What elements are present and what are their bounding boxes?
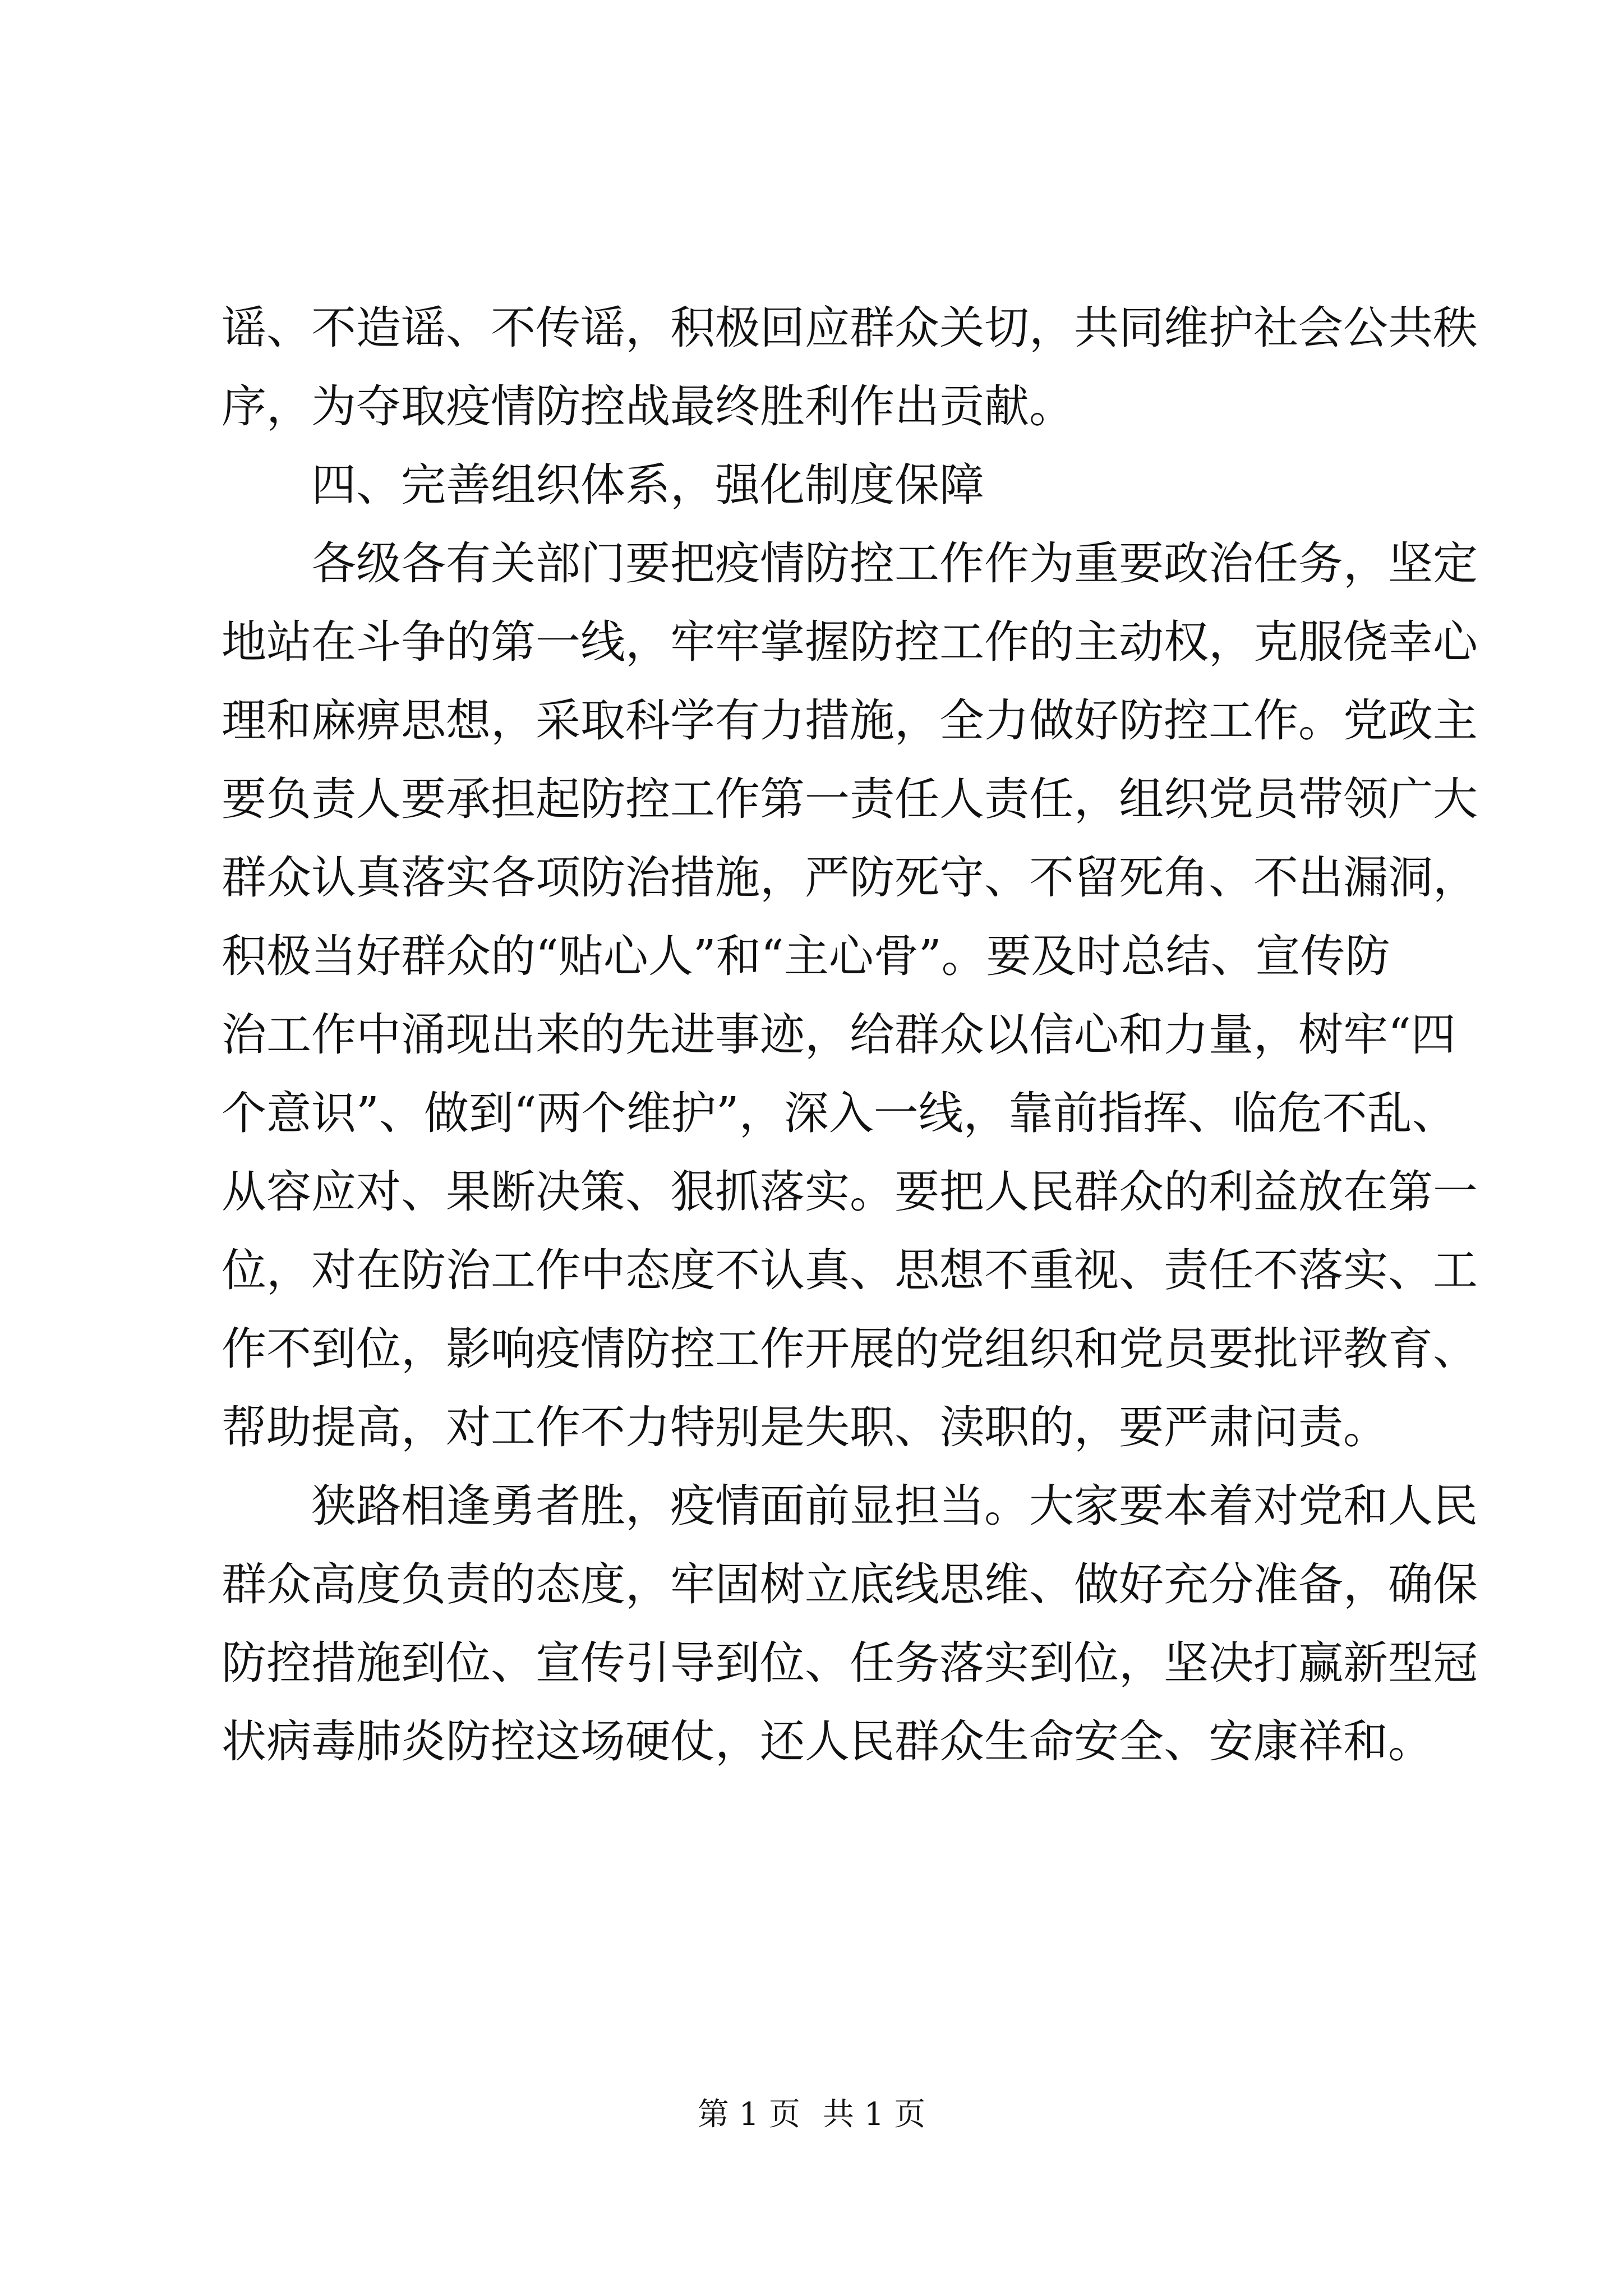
text-line: 理和麻痹思想，采取科学有力措施，全力做好防控工作。党政主 bbox=[222, 694, 1478, 747]
text-line: 群众高度负责的态度，牢固树立底线思维、做好充分准备，确保 bbox=[222, 1558, 1478, 1611]
text-line: 个意识”、做到“两个维护”，深入一线，靠前指挥、临危不乱、 bbox=[222, 1087, 1457, 1139]
page-number-total: 共 1 页 bbox=[823, 2096, 926, 2133]
text-line: 作不到位，影响疫情防控工作开展的党组织和党员要批评教育、 bbox=[222, 1323, 1478, 1375]
page-number-current: 第 1 页 bbox=[697, 2096, 800, 2133]
text-line: 要负责人要承担起防控工作第一责任人责任，组织党员带领广大 bbox=[222, 773, 1478, 825]
text-line: 狭路相逢勇者胜，疫情面前显担当。大家要本着对党和人民 bbox=[311, 1480, 1478, 1532]
text-line: 谣、不造谣、不传谣，积极回应群众关切，共同维护社会公共秩 bbox=[222, 302, 1478, 354]
text-line: 各级各有关部门要把疫情防控工作作为重要政治任务，坚定 bbox=[311, 537, 1478, 590]
text-line: 群众认真落实各项防治措施，严防死守、不留死角、不出漏洞， bbox=[222, 852, 1478, 904]
text-line: 状病毒肺炎防控这场硬仗，还人民群众生命安全、安康祥和。 bbox=[222, 1715, 1433, 1768]
text-line: 从容应对、果断决策、狠抓落实。要把人民群众的利益放在第一 bbox=[222, 1166, 1478, 1218]
text-line: 位，对在防治工作中态度不认真、思想不重视、责任不落实、工 bbox=[222, 1244, 1478, 1296]
text-line: 帮助提高，对工作不力特别是失职、渎职的，要严肃问责。 bbox=[222, 1401, 1388, 1453]
text-line: 积极当好群众的“贴心人”和“主心骨”。要及时总结、宣传防 bbox=[222, 930, 1390, 982]
text-line: 治工作中涌现出来的先进事迹，给群众以信心和力量，树牢“四 bbox=[222, 1009, 1456, 1061]
section-heading: 四、完善组织体系，强化制度保障 bbox=[311, 459, 984, 511]
document-body bbox=[222, 289, 1478, 1781]
text-line: 地站在斗争的第一线，牢牢掌握防控工作的主动权，克服侥幸心 bbox=[222, 616, 1478, 668]
text-line: 序，为夺取疫情防控战最终胜利作出贡献。 bbox=[222, 380, 1074, 432]
page-footer bbox=[0, 2092, 1623, 2137]
text-line: 防控措施到位、宣传引导到位、任务落实到位，坚决打赢新型冠 bbox=[222, 1637, 1478, 1689]
